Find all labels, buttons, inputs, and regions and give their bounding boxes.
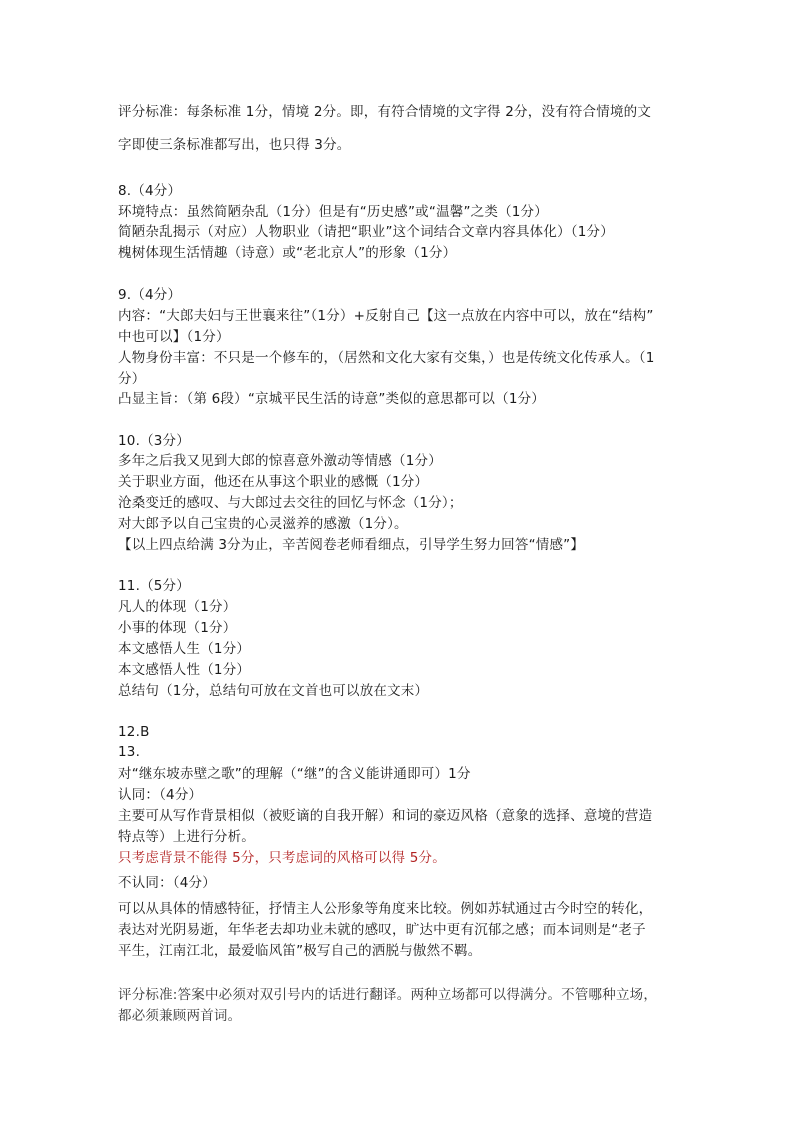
q10-line: 对大郎予以自己宝贵的心灵滋养的感激（1分）。 — [118, 516, 408, 532]
q13-disagree-line: 平生，江南江北，最爱临风笛”极写自己的洒脱与傲然不羁。 — [118, 943, 482, 959]
q13-disagree-line: 可以从具体的情感特征，抒情主人公形象等角度来比较。例如苏轼通过古今时空的转化， — [118, 901, 653, 917]
q13-agree-header: 认同：（4分） — [118, 787, 203, 803]
final-standard-line: 都必须兼顾两首词。 — [118, 1008, 242, 1024]
q13-disagree-line: 表达对光阴易逝，年华老去却功业未就的感叹，旷达中更有沉郁之感；而本词则是“老子 — [118, 922, 646, 938]
q11-line: 总结句（1分，总结句可放在文首也可以放在文末） — [118, 683, 429, 699]
q8-line: 简陋杂乱揭示（对应）人物职业（请把“职业”这个词结合文章内容具体化）（1分） — [118, 224, 614, 240]
q13-agree-note: 只考虑背景不能得 5分，只考虑词的风格可以得 5分。 — [118, 850, 446, 866]
q8-header: 8.（4分） — [118, 183, 182, 199]
q9-line: 分） — [118, 371, 146, 387]
q10-line: 多年之后我又见到大郎的惊喜意外激动等情感（1分） — [118, 453, 442, 469]
q13-header: 13. — [118, 744, 141, 760]
q13-understanding: 对“继东坡赤壁之歌”的理解（“继”的含义能讲通即可）1分 — [118, 766, 471, 782]
q9-line: 凸显主旨：（第 6段）“京城平民生活的诗意”类似的意思都可以（1分） — [118, 391, 546, 407]
q10-line: 沧桑变迁的感叹、与大郎过去交往的回忆与怀念（1分）； — [118, 495, 463, 511]
scoring-standard-line-2: 字即使三条标准都写出，也只得 3分。 — [118, 137, 351, 153]
q9-line: 内容：“大郎夫妇与王世襄来往”（1分）+反射自己【这一点放在内容中可以，放在“结构” — [118, 308, 654, 324]
q11-line: 本文感悟人生（1分） — [118, 641, 251, 657]
final-standard-line: 评分标准:答案中必须对双引号内的话进行翻译。两种立场都可以得满分。不管哪种立场， — [118, 987, 658, 1003]
q9-header: 9.（4分） — [118, 287, 182, 303]
q10-header: 10.（3分） — [118, 433, 190, 449]
q9-line: 人物身份丰富：不只是一个修车的，（居然和文化大家有交集，）也是传统文化传承人。（1 — [118, 350, 655, 366]
q10-note: 【以上四点给满 3分为止，辛苦阅卷老师看细点，引导学生努力回答“情感”】 — [118, 537, 585, 553]
q13-agree-line: 特点等）上进行分析。 — [118, 829, 255, 845]
q12-answer: 12.B — [118, 724, 150, 740]
q13-agree-line: 主要可从写作背景相似（被贬谪的自我开解）和词的豪迈风格（意象的选择、意境的营造 — [118, 808, 653, 824]
scoring-standard-line-1: 评分标准：每条标准 1分，情境 2分。即，有符合情境的文字得 2分，没有符合情境的文 — [118, 104, 652, 120]
q10-line: 关于职业方面，他还在从事这个职业的感慨（1分） — [118, 474, 429, 490]
q9-line: 中也可以】（1分） — [118, 329, 230, 345]
q11-line: 凡人的体现（1分） — [118, 599, 237, 615]
q8-line: 环境特点：虽然简陋杂乱（1分）但是有“历史感”或“温馨”之类（1分） — [118, 204, 548, 220]
q11-line: 本文感悟人性（1分） — [118, 662, 251, 678]
q11-line: 小事的体现（1分） — [118, 620, 237, 636]
q11-header: 11.（5分） — [118, 578, 190, 594]
q8-line: 槐树体现生活情趣（诗意）或“老北京人”的形象（1分） — [118, 245, 457, 261]
q13-disagree-header: 不认同：（4分） — [118, 875, 216, 891]
